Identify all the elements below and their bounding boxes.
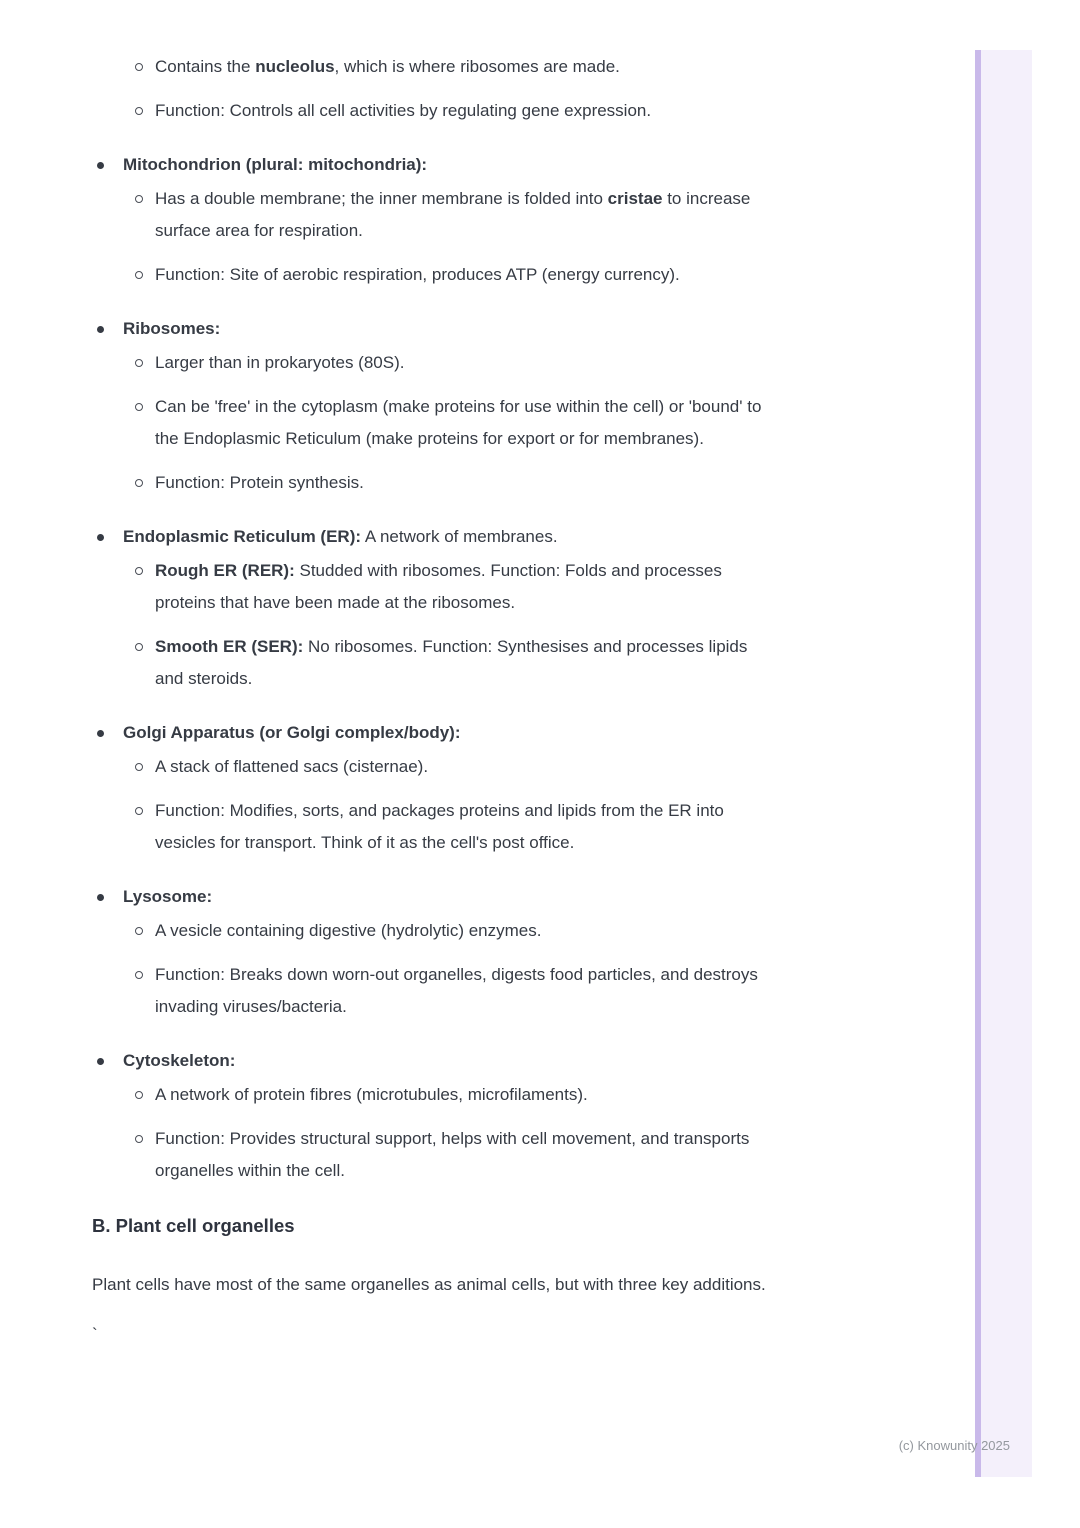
bullet-circle-icon xyxy=(135,479,143,487)
bullet-circle-icon xyxy=(135,567,143,575)
sub-list-item xyxy=(123,795,763,859)
organelle-sub-list xyxy=(123,347,763,499)
sub-list-item xyxy=(123,631,763,695)
bullet-circle-icon xyxy=(135,271,143,279)
intro-list-item xyxy=(92,51,763,83)
bullet-circle-icon xyxy=(135,1091,143,1099)
bold-text-run: Rough ER (RER): xyxy=(155,561,295,580)
bullet-disc-icon xyxy=(97,730,104,737)
section-heading: B. Plant cell organelles xyxy=(92,1215,295,1236)
bullet-disc-icon xyxy=(97,162,104,169)
bullet-circle-icon xyxy=(135,1135,143,1143)
text-run: Larger than in prokaryotes (80S). xyxy=(155,353,405,372)
bullet-circle-icon xyxy=(135,927,143,935)
text-run: A vesicle containing digestive (hydrolytic) enzymes. xyxy=(155,921,542,940)
bullet-circle-icon xyxy=(135,107,143,115)
organelle-sub-list xyxy=(123,183,763,291)
list-item-text xyxy=(155,751,763,783)
list-item-text xyxy=(155,631,763,695)
text-run: Function: Breaks down worn-out organelles, digests food particles, and destroys invading viruses/bacteria. xyxy=(155,965,758,1016)
text-run: Contains the xyxy=(155,57,256,76)
list-item-text xyxy=(155,555,763,619)
list-item-text xyxy=(155,183,763,247)
list-item-text xyxy=(155,467,763,499)
bullet-disc-icon xyxy=(97,534,104,541)
list-item-text xyxy=(155,259,763,291)
bullet-circle-icon xyxy=(135,643,143,651)
bold-text-run: Lysosome: xyxy=(123,887,213,906)
text-run: to increase surface area for respiration. xyxy=(155,189,751,240)
bold-text-run: Ribosomes: xyxy=(123,319,221,338)
bold-text-run: cristae xyxy=(607,189,663,208)
text-run: A network of protein fibres (microtubules, microfilaments). xyxy=(155,1085,588,1104)
footer-copyright: (c) Knowunity 2025 xyxy=(898,1438,1010,1453)
text-run: Function: Site of aerobic respiration, produces ATP (energy currency). xyxy=(155,265,680,284)
bold-text-run: Cytoskeleton: xyxy=(123,1051,236,1070)
sub-list-item xyxy=(123,555,763,619)
bullet-circle-icon xyxy=(135,195,143,203)
sub-list-item xyxy=(123,1123,763,1187)
sub-list-item xyxy=(123,1079,763,1111)
bullet-circle-icon xyxy=(135,807,143,815)
text-run: , which is where ribosomes are made. xyxy=(334,57,620,76)
bullet-disc-icon xyxy=(97,894,104,901)
text-run: No ribosomes. Function: Synthesises and processes lipids and steroids. xyxy=(155,637,748,688)
text-run: Can be 'free' in the cytoplasm (make proteins for use within the cell) or 'bound' to the Endoplasmic Reticulum (make proteins for export or for membranes). xyxy=(155,397,762,448)
sub-list-item xyxy=(123,347,763,379)
stray-backtick: ` xyxy=(92,1325,98,1344)
organelle-item xyxy=(92,881,852,1023)
bullet-circle-icon xyxy=(135,403,143,411)
sub-list-item xyxy=(123,183,763,247)
organelle-title xyxy=(123,1045,852,1077)
text-run: A network of membranes. xyxy=(361,527,558,546)
list-item-text xyxy=(155,95,763,127)
notes-content xyxy=(92,51,852,1351)
bullet-circle-icon xyxy=(135,763,143,771)
bullet-disc-icon xyxy=(97,326,104,333)
organelle-item xyxy=(92,313,852,499)
bold-text-run: nucleolus xyxy=(255,57,335,76)
organelle-list xyxy=(92,149,852,1187)
text-run: Has a double membrane; the inner membrane is folded into xyxy=(155,189,608,208)
text-run: Function: Protein synthesis. xyxy=(155,473,364,492)
text-run: Function: Controls all cell activities by regulating gene expression. xyxy=(155,101,652,120)
list-item-text xyxy=(155,795,763,859)
sub-list-item xyxy=(123,751,763,783)
list-item-text xyxy=(155,1123,763,1187)
organelle-sub-list xyxy=(123,751,763,859)
organelle-title xyxy=(123,149,852,181)
sub-list-item xyxy=(123,467,763,499)
next-page-edge-bar xyxy=(975,50,1032,1477)
organelle-title xyxy=(123,313,852,345)
bullet-circle-icon xyxy=(135,63,143,71)
list-item-text xyxy=(155,347,763,379)
text-run: Function: Modifies, sorts, and packages proteins and lipids from the ER into vesicles for transport. Think of it as the cell's post office. xyxy=(155,801,724,852)
bullet-circle-icon xyxy=(135,359,143,367)
list-item-text xyxy=(155,959,763,1023)
organelle-title xyxy=(123,717,852,749)
closing-paragraph: Plant cells have most of the same organelles as animal cells, but with three key additions. xyxy=(92,1275,766,1294)
organelle-sub-list xyxy=(123,555,763,695)
intro-list xyxy=(92,51,763,127)
organelle-item xyxy=(92,1045,852,1187)
organelle-title xyxy=(123,521,852,553)
list-item-text xyxy=(155,1079,763,1111)
organelle-item xyxy=(92,521,852,695)
bold-text-run: Smooth ER (SER): xyxy=(155,637,304,656)
organelle-sub-list xyxy=(123,915,763,1023)
text-run: Studded with ribosomes. Function: Folds and processes proteins that have been made at the ribosomes. xyxy=(155,561,722,612)
organelle-item xyxy=(92,149,852,291)
bold-text-run: Endoplasmic Reticulum (ER): xyxy=(123,527,362,546)
sub-list-item xyxy=(123,959,763,1023)
sub-list-item xyxy=(123,915,763,947)
list-item-text xyxy=(155,391,763,455)
intro-list-item xyxy=(92,95,763,127)
bullet-circle-icon xyxy=(135,971,143,979)
sub-list-item xyxy=(123,259,763,291)
organelle-item xyxy=(92,717,852,859)
sub-list-item xyxy=(123,391,763,455)
text-run: A stack of flattened sacs (cisternae). xyxy=(155,757,429,776)
list-item-text xyxy=(155,915,763,947)
list-item-text xyxy=(155,51,763,83)
bullet-disc-icon xyxy=(97,1058,104,1065)
bold-text-run: Golgi Apparatus (or Golgi complex/body): xyxy=(123,723,461,742)
text-run: Function: Provides structural support, helps with cell movement, and transports organelles within the cell. xyxy=(155,1129,750,1180)
organelle-sub-list xyxy=(123,1079,763,1187)
bold-text-run: Mitochondrion (plural: mitochondria): xyxy=(123,155,428,174)
organelle-title xyxy=(123,881,852,913)
